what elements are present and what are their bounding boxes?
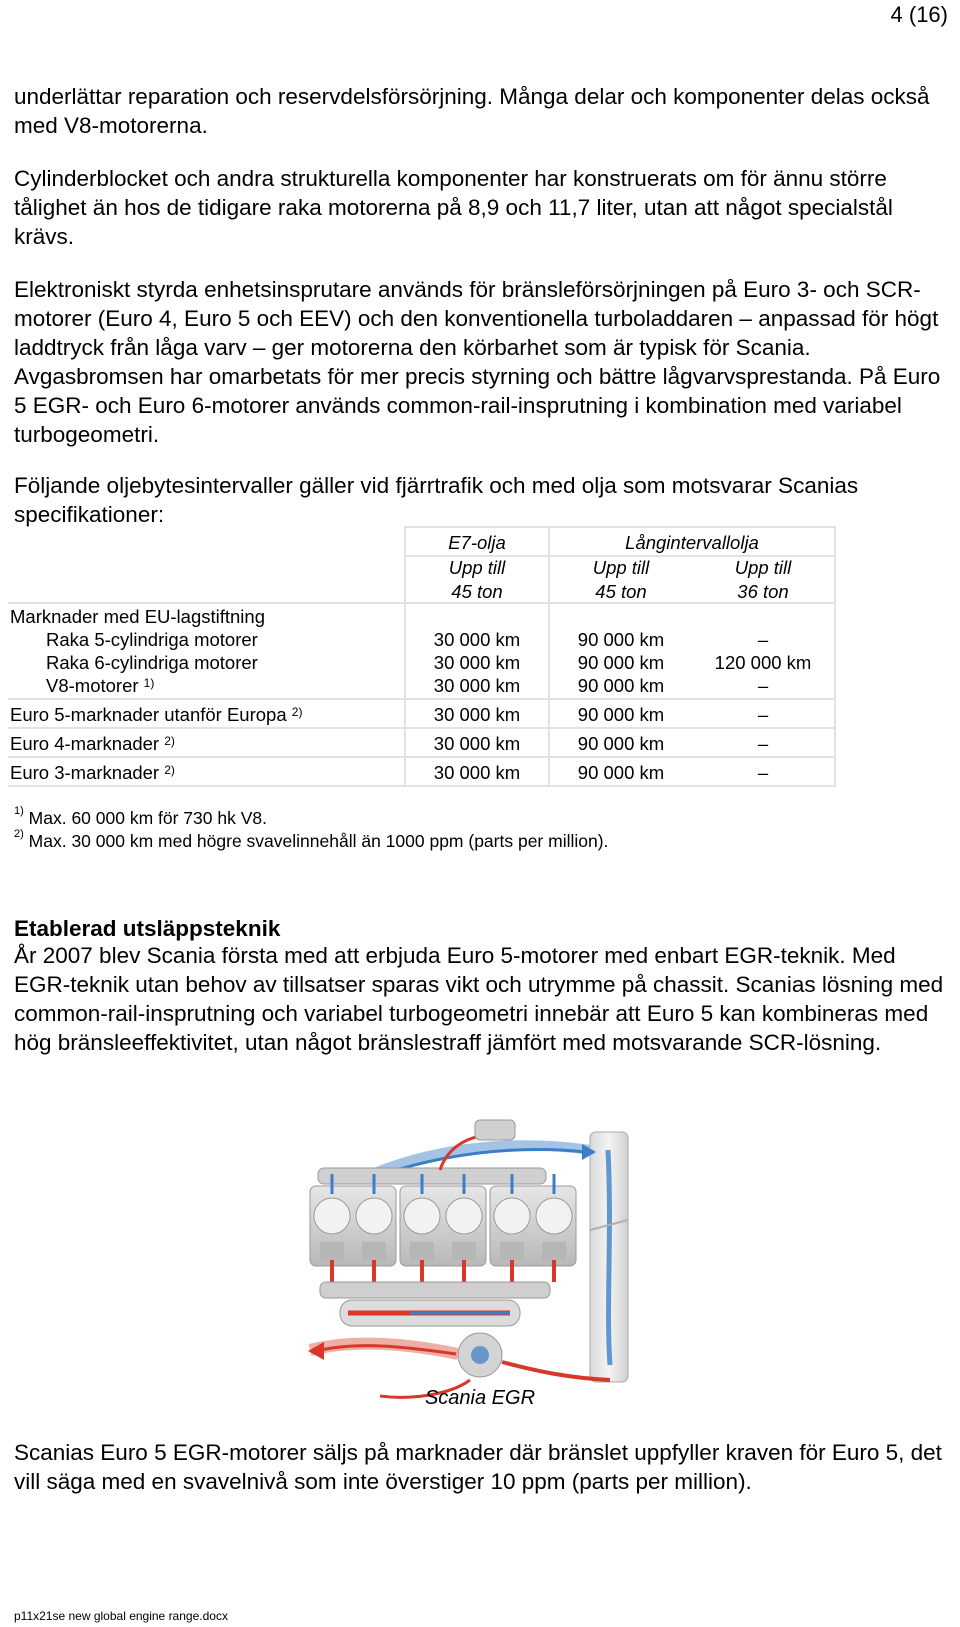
col-header-2: Upp till 45 ton xyxy=(592,557,650,602)
section-heading: Etablerad utsläppsteknik xyxy=(14,916,281,941)
table-cell: 90 000 km xyxy=(577,652,665,673)
table-cell: 90 000 km xyxy=(577,762,665,783)
table-cell: 90 000 km xyxy=(577,733,665,754)
table-cell: 90 000 km xyxy=(577,704,665,725)
table-cell: – xyxy=(757,733,769,754)
row-label: Euro 4-marknader $^{2)}$ xyxy=(10,733,175,754)
footnote-2: $^{2)}$ Max. 30 000 km med högre svavelinnehåll än 1000 ppm (parts per million). xyxy=(14,828,609,851)
paragraph-4: Följande oljebytesintervaller gäller vid fjärrtrafik och med olja som motsvarar Scanias specifikationer: xyxy=(14,473,859,527)
row-label: Euro 3-marknader $^{2)}$ xyxy=(10,762,175,783)
paragraph-2: Cylinderblocket och andra strukturella komponenter har konstruerats om för ännu större tålighet än hos de tidigare raka motorerna på 8,9 och 11,7 liter, utan att något specialstål krävs. xyxy=(14,166,893,249)
table-cell: 90 000 km xyxy=(577,675,665,696)
group-label-eu: Marknader med EU-lagstiftning xyxy=(10,606,265,627)
table-cell: 30 000 km xyxy=(433,675,521,696)
row-label: Raka 6-cylindriga motorer xyxy=(46,652,258,673)
table-cell: 30 000 km xyxy=(433,733,521,754)
figure-caption: Scania EGR xyxy=(424,1387,536,1409)
table-cell: 30 000 km xyxy=(433,629,521,650)
paragraph-3: Elektroniskt styrda enhetsinsprutare används för bränsleförsörjningen på Euro 3- och SCR-motorer (Euro 4, Euro 5 och EEV) och den konventionella turboladdaren – anpassad för högt laddtryck från låga varv – ger motorerna den körbarhet som är typisk för Scania. Avgasbromsen har omarbetats för mer precis styrning och bättre lågvarvsprestanda. På Euro 5 EGR- och Euro 6-motorer används common-rail-insprutning i kombination med variabel turbogeometri. xyxy=(14,277,941,447)
paragraph-1: underlättar reparation och reservdelsförsörjning. Många delar och komponenter delas också med V8-motorerna. xyxy=(14,84,930,138)
col-header-3: Upp till 36 ton xyxy=(734,557,792,602)
header-langintervallolja: Långintervallolja xyxy=(625,532,759,553)
table-cell: – xyxy=(757,629,769,650)
table-cell: 30 000 km xyxy=(433,652,521,673)
paragraph-6: Scanias Euro 5 EGR-motorer säljs på marknader där bränslet uppfyller kraven för Euro 5, det vill säga med en svavelnivå som inte överstiger 10 ppm (parts per million). xyxy=(14,1440,942,1494)
row-label: Euro 5-marknader utanför Europa $^{2)}$ xyxy=(10,704,303,725)
cylinder-block xyxy=(310,1186,576,1266)
document-filename: p11x21se new global engine range.docx xyxy=(14,1609,228,1623)
row-label: V8-motorer $^{1)}$ xyxy=(46,675,155,696)
table-cell: 30 000 km xyxy=(433,704,521,725)
table-cell: 90 000 km xyxy=(577,629,665,650)
col-header-1: Upp till 45 ton xyxy=(448,557,506,602)
header-e7-olja: E7-olja xyxy=(448,532,506,553)
table-cell: – xyxy=(757,704,769,725)
scania-egr-engine-illustration xyxy=(290,1110,670,1410)
table-cell: 30 000 km xyxy=(433,762,521,783)
table-cell: – xyxy=(757,675,769,696)
table-cell: – xyxy=(757,762,769,783)
table-cell: 120 000 km xyxy=(714,652,812,673)
footnote-1: $^{1)}$ Max. 60 000 km för 730 hk V8. xyxy=(14,805,267,828)
page-number: 4 (16) xyxy=(890,2,948,27)
row-label: Raka 5-cylindriga motorer xyxy=(46,629,258,650)
paragraph-5: År 2007 blev Scania första med att erbjuda Euro 5-motorer med enbart EGR-teknik. Med EGR-teknik utan behov av tillsatser sparas vikt och utrymme på chassit. Scanias lösning med common-rail-insprutning och variabel turbogeometri innebär att Euro 5 kan kombineras med hög bränsleeffektivitet, utan något bränslestraff jämfört med motsvarande SCR-lösning. xyxy=(14,943,944,1055)
